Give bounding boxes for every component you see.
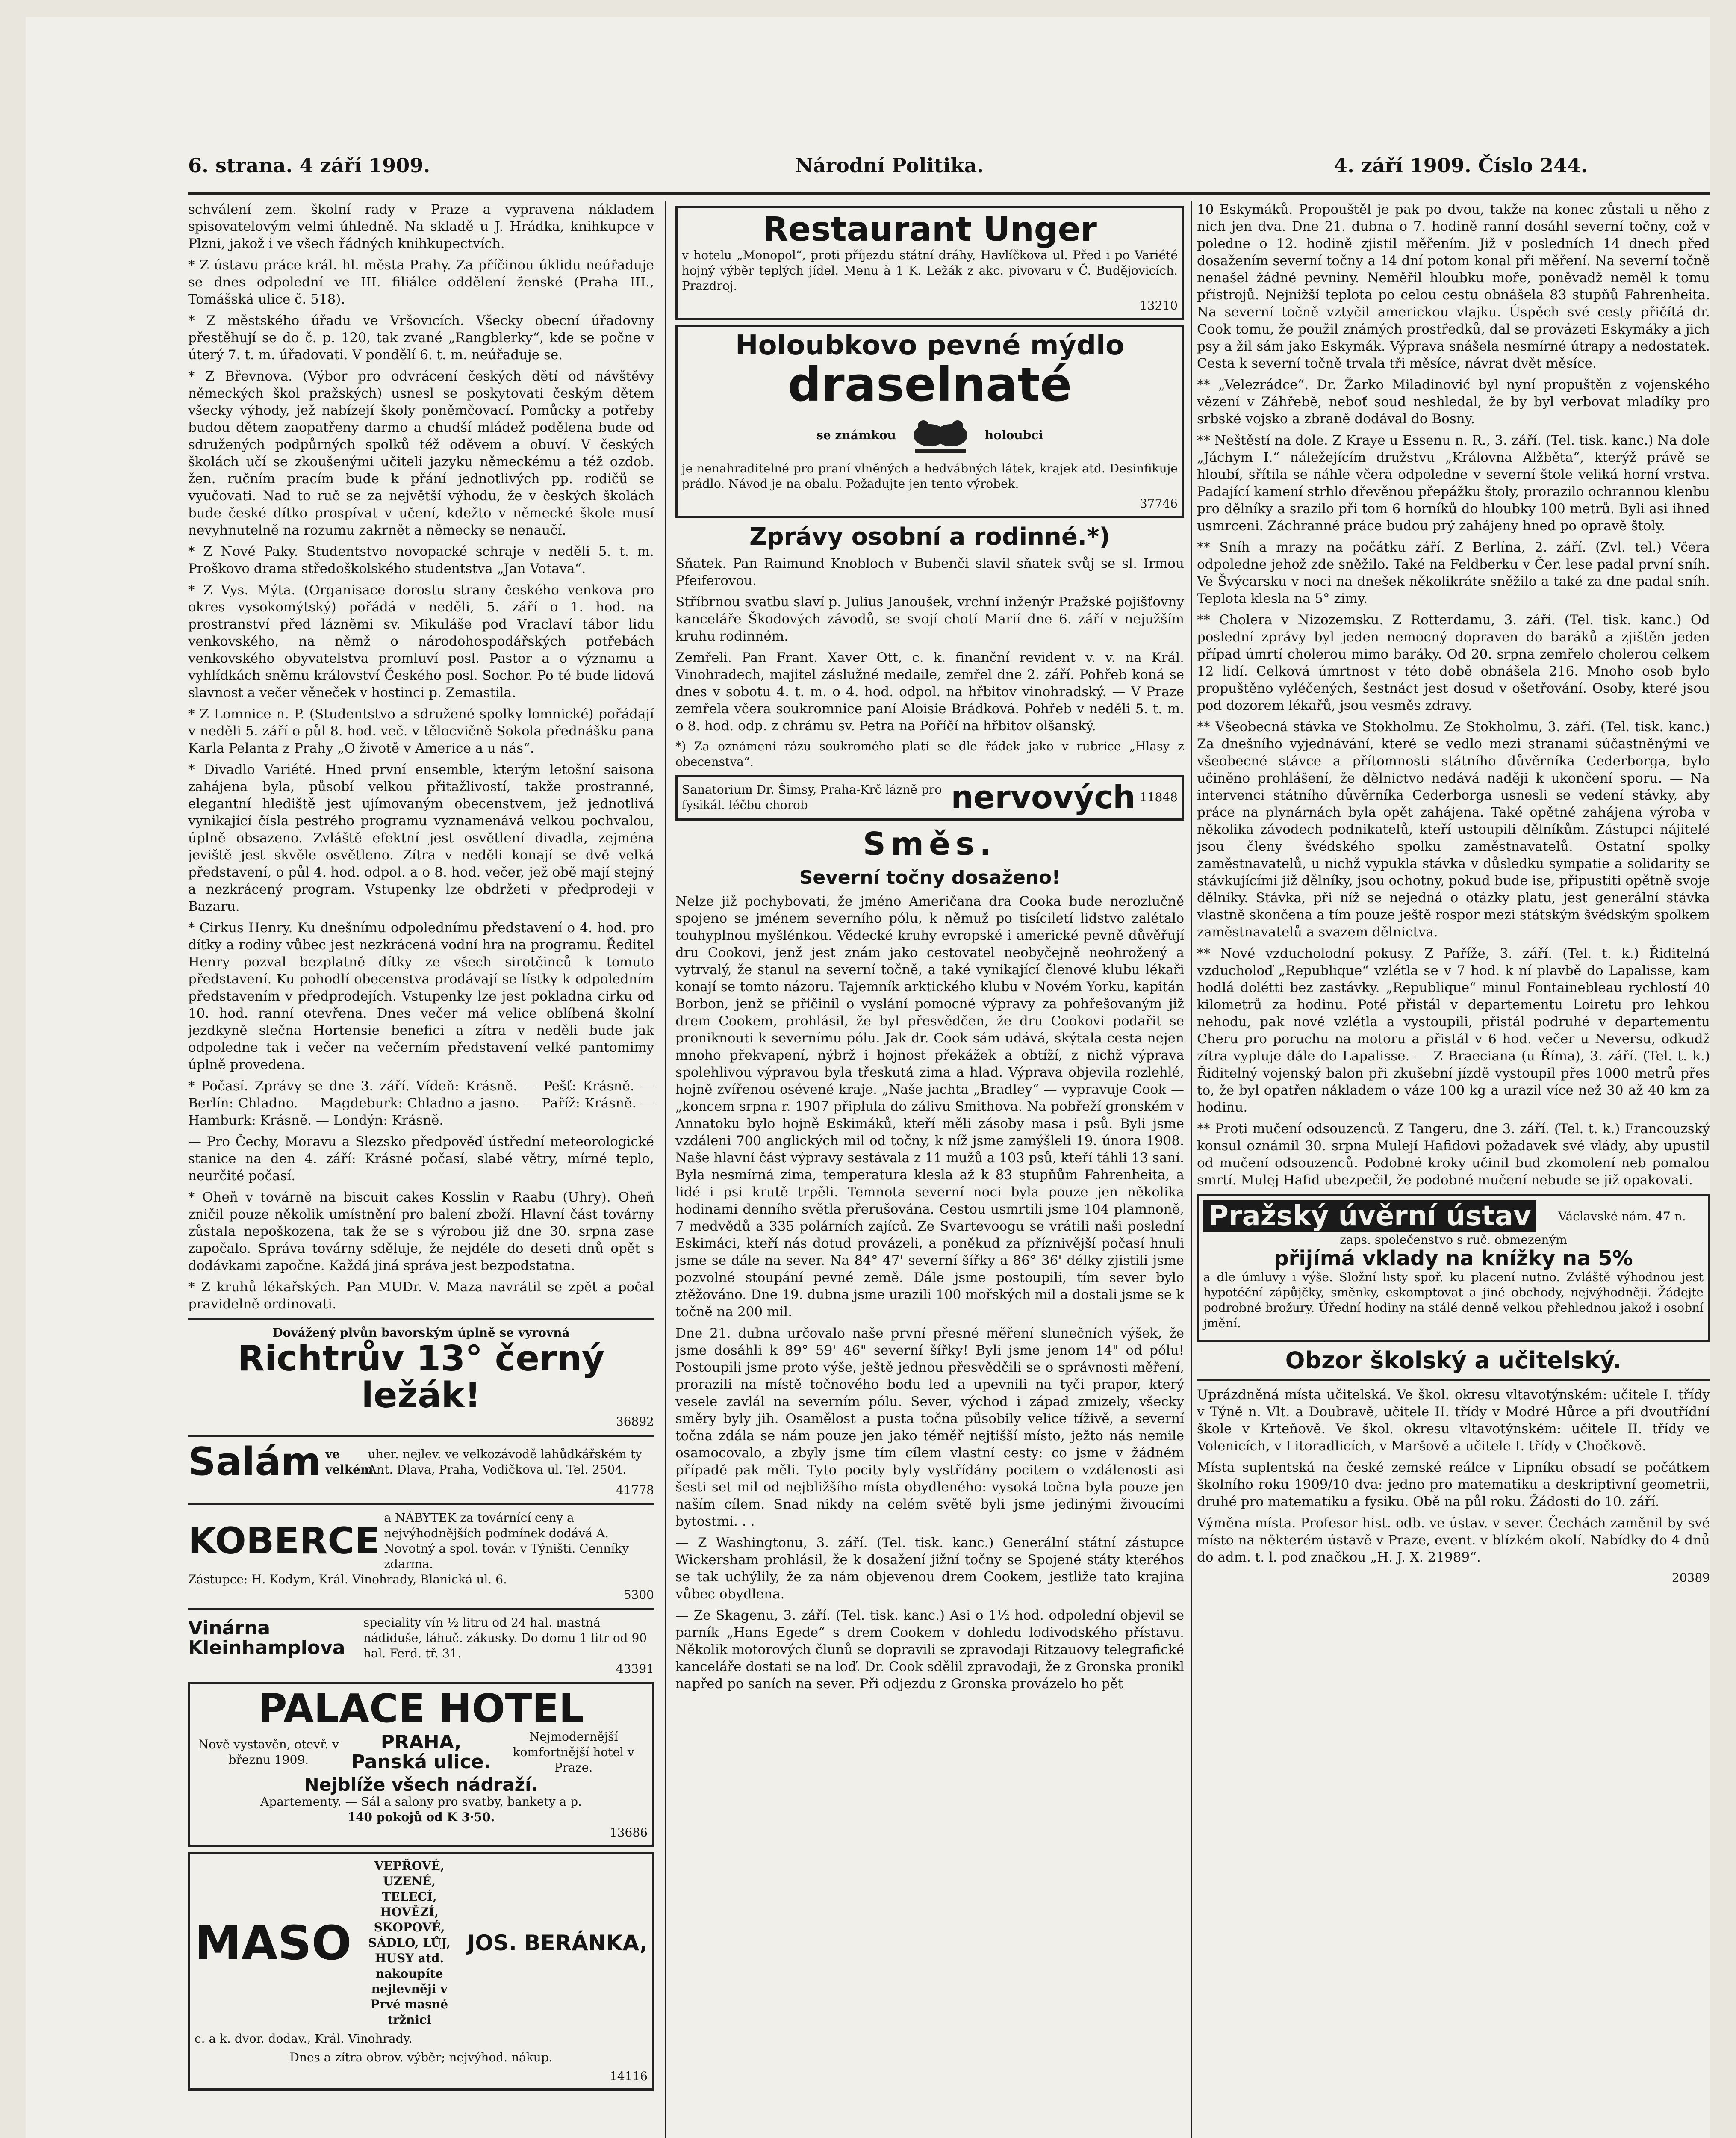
article: 10 Eskymáků. Propouštěl je pak po dvou, takže na konec zůstali u něho z nich jen dva. Dne 21. dubna o 7. hodině ranní dosáhl severní točny, což v poledne o 12. hodině zjistil měřením. Již v posledních 14 dnech před dosažením severní točny a 14 dní potom konal při měření. Na severní točně nenašel žádné pevniny. Neměřil hloubku moře, poněvadž neměl k tomu přístrojů. Nejnižší teplota po celou cestu obnášela 83 stupňů Fahrenheita. Na severní točně vztyčil americkou vlajku. Úspěch své cesty přičítá dr. Cook tomu, že použil známých prostředků, dal se provázeti Eskymáky a jich psy a žil sám jako Eskymák. Výprava snášela nesmírné útrapy a nedostatek. Cesta k severní točně trvala tři měsíce, návrat dvět měsíce. <box>1197 202 1710 371</box>
article: ** Cholera v Nizozemsku. Z Rotterdamu, 3. září. (Tel. tisk. kanc.) Od poslední zprávy byl jeden nemocný dopraven do baráků a zjištěn jeden případ úmrtí cholerou mimo baráky. Od 20. srpna zemřelo cholerou celkem 12 lidí. Celková úmrtnost v této době obnášela 216. Mnoho osob bylo propuštěno vyléčených, šestnáct jest dosud v ošetřování. Osoby, které jsou pod dozorem lékařů, jsou vesměs zdravy. <box>1197 612 1710 713</box>
column-rule-2 <box>1191 201 1192 2138</box>
ad-salam-word: Salám <box>188 1439 321 1485</box>
article-title: Severní točny dosaženo! <box>799 867 1061 889</box>
header-right: 4. září 1909. Číslo 244. <box>1334 154 1588 177</box>
article: ** Sníh a mrazy na počátku září. Z Berlína, 2. září. (Zvl. tel.) Včera odpoledne jehož zde sněžilo. Také na Feldberku v Čer. lese padal první sníh. Ve Švýcarsku v noci na dnešek několikráte sněžilo a také za dne padal sníh. Teplota klesla na 5° zimy. <box>1197 540 1710 606</box>
ad-holoubek-soap <box>675 325 1184 518</box>
ad-restaurant-unger <box>675 206 1184 320</box>
column-rule-1 <box>665 201 666 2138</box>
article: Místa suplentská na české zemské reálce v Lipníku obsadí se počátkem školního roku 1909/10 dva: jedno pro matematiku a deskriptivní geometrii, druhé pro matematiku a fysiku. Obě na půl roku. Žádosti do 10. září. <box>1197 1459 1710 1509</box>
article: ** „Velezrádce“. Dr. Žarko Miladinović byl nyní propuštěn z vojenského vězení v Záhřebě, neboť soud neshledal, že by byl verbovat mladíky pro srbské vojsko a zbraně dodával do Bosny. <box>1197 377 1710 427</box>
ad-number: 13686 <box>609 1825 648 1840</box>
ad-number: 20389 <box>1671 1570 1710 1585</box>
ad-bank-big: přijímá vklady na knížky na 5% <box>1274 1246 1633 1271</box>
article: * Počasí. Zprávy se dne 3. září. Vídeň: Krásně. — Pešť: Krásně. — Berlín: Chladno. — Magdeburk: Chladno a jasno. — Paříž: Krásně. — Hamburk: Krásně. — Londýn: Krásně. <box>188 1078 654 1128</box>
article: — Z Washingtonu, 3. září. (Tel. tisk. kanc.) Generální státní zástupce Wickersham prohlásil, že k dosažení jižní točny se Spojené státy kteréhos se tak uchýlily, že za nám objevenou drem Cookem, jestliže tato krajina vůbec obydlena. <box>675 1535 1184 1602</box>
ad-unger-title: Restaurant Unger <box>763 210 1097 249</box>
article: * Z Vys. Mýta. (Organisace dorostu strany českého venkova pro okres vysokomýtský) pořádá v neděli, 5. září o 1. hod. na prostranství před lázněmi sv. Mikuláše pod Vraclaví tábor lidu venkovského, na němž o národohospodářských potřebách venkovského obyvatelstva promluví posl. Pastor a o významu a vyhlídkách sněmu království Českého posl. Sochor. Po té bude lidová slavnost a večer věneček v hostinci p. Zemastila. <box>188 582 654 700</box>
ad-number: 36892 <box>616 1415 654 1429</box>
article: ** Proti mučení odsouzenců. Z Tangeru, dne 3. září. (Tel. t. k.) Francouzský konsul oznámil 30. srpna Mulejí Hafidovi požadavek své vlády, aby upustil od mučení odsouzenců. Podobné kroky učinil bud zkomolení neb pomalou smrtí. Mulej Hafid ubezpečil, že podobné mučení nebude se již opakovati. <box>1197 1121 1710 1188</box>
ad-bank-title: Pražský úvěrní ústav <box>1203 1200 1536 1232</box>
article: * Oheň v továrně na biscuit cakes Kosslin v Raabu (Uhry). Oheň zničil pouze několik umístnění pro balení zboží. Hlavní část továrny zůstala nepoškozena, tak že se s výrobou již dne 30. srpna zase započalo. Správa továrny sděluje, že nejdéle do deseti dnů opět s dodávkami započne. Každá jiná správa jest bezpodstatna. <box>188 1190 654 1273</box>
article: Nelze již pochybovati, že jméno Američana dra Cooka bude nerozlučně spojeno se jménem severního pólu, k němuž po tisíciletí lidstvo zalétalo touhyplnou myšlénkou. Vědecké kruhy evropské i americké pevně důvěřují dru Cookovi, jenž jest znám jako cestovatel neobyčejně neohrožený a vytrvalý, že stanul na severní točně, a také vynikající členové klubu lékaři konají se tomto názoru. Tajemník arktického klubu v Novém Yorku, kapitán Borbon, jenž se přičinil o vyslání pomocné výpravy za pohřešovaným již drem Cookem, prohlásil, že byl přesvědčen, že dru Cookovi podařit se proniknouti k severnímu pólu. Jak dr. Cook sám udává, skýtala cesta nejen mnoho překvapení, nýbrž i hojnost překážek a obtíží, z nichž výprava spolehlivou výpravou byla třeskutá zima a hlad. Výprava objevila rozlehlé, hojně zvířenou osévené kraje. „Naše jachta „Bradley“ — vypravuje Cook — „koncem srpna r. 1907 připlula do zálivu Smithova. Na pobřeží gronském v Annatoku bylo hojně Eskimáků, kteří měli zásoby masa i psů. Byli jsme vzdáleni 700 anglických mil od točny, k níž jsme zamýšleli 19. února 1908. Naše hlavní část výpravy sestávala z 11 mužů a 103 psů, kteří táhli 13 saní. Byla nesmírná zima, temperatura klesla až k 83 stupňům Fahrenheita, a lidé i psi krutě trpěli. Temnota severní noci byla pouze jen několika hodinami denního světla přerušována. Cestou usmrtili jsme 104 plamnoně, 7 medvědů a 335 polárních zajíců. Ze Svartevoogu se vrátili naši poslední Eskimáci, kteří nás dotud provázeli, a poněkud za příznivější počasí hnuli jsme se dále na sever. Na 84° 47' severní šířky a 86° 36' délky zjistili jsme pozvolné stoupání pevné země. Dále jsme postoupili, tím sever bylo ztěžováno. Dne 19. dubna jsme urazili 100 mořských mil a dostali jsme se k točně na 200 mil. <box>675 894 1184 1320</box>
ad-palace-city: PRAHA, Panská ulice. <box>351 1731 491 1773</box>
footnote: *) Za oznámení rázu soukromého platí se dle řádek jako v rubrice „Hlasy z obecenstva“. <box>675 739 1184 769</box>
ad-sanat-big: nervových <box>951 779 1135 816</box>
ad-richter <box>188 1325 654 1429</box>
ad-number: 5300 <box>623 1587 654 1602</box>
section-smes: Směs. <box>863 826 997 863</box>
header-left: 6. strana. 4 září 1909. <box>188 154 430 177</box>
ad-bank-side: Václavské nám. 47 n. <box>1558 1209 1686 1223</box>
ad-salam <box>188 1439 654 1485</box>
divider <box>188 1503 654 1505</box>
ad-richter-headline: Richtrův 13° černý ležák! <box>237 1338 605 1416</box>
ad-sanat-text: Sanatorium Dr. Šimsy, Praha-Krč lázně pro fysikál. léčbu chorob <box>682 783 942 812</box>
column-1 <box>188 201 654 2138</box>
article: * Z kruhů lékařských. Pan MUDr. V. Maza navrátil se zpět a počal pravidelně ordinovati. <box>188 1279 654 1312</box>
ad-vinarna-name: Vinárna Kleinhamplova <box>188 1617 345 1659</box>
article: * Z ústavu práce král. hl. města Prahy. Za příčinou úklidu neúřaduje se dnes odpolední ve III. filiálce oddělení ženské (Praha III., Tomášská ulice č. 518). <box>188 257 654 307</box>
ad-palace-slogan: Nejblíže všech nádraží. <box>304 1774 538 1795</box>
ad-prazsky-uverni-ustav <box>1197 1194 1710 1342</box>
ad-richter-top: Dovážený plvůn bavorským úplně se vyrovná <box>272 1326 570 1340</box>
ad-maso-text: VEPŘOVÉ, UZENÉ, TELECÍ, HOVĚZÍ, SKOPOVÉ, SÁDLO, LŮJ, HUSY atd. nakoupíte nejlevněji v Prvé masné tržnici <box>368 1859 451 2027</box>
ad-palace-hotel <box>188 1682 654 1847</box>
divider <box>1197 1379 1710 1381</box>
article: schválení zem. školní rady v Praze a vypravena nákladem spisovatelovým velmi úhledně. Na skladě u J. Hrádka, knihkupce v Plzni, jakož i ve všech řádných knihkupectvích. <box>188 202 654 251</box>
ad-number: 41778 <box>616 1482 654 1497</box>
article: * Z Nové Paky. Studentstvo novopacké schraje v neděli 5. t. m. Proškovo drama středoškolského studentstva „Jan Votava“. <box>188 544 654 576</box>
article: ** Všeobecná stávka ve Stokholmu. Ze Stokholmu, 3. září. (Tel. tisk. kanc.) Za dnešního vyjednávání, které se vedlo mezi stranami súčastněnými ve všeobecné stávce a přítomnosti státního důvěrníka Cederborga, bylo učiněno prohlášení, že dělnictvo nedává naději k ukončení sporu. — Na intervenci státního důvěrníka Cederborga usnesli se vedení stávky, aby práce na plynárnách byla opět zahájena. Také opětné zahájena výroba v několika závodech podnikatelů, kteří ustoupili dělníkům. Zástupci nájitelé jsou členy švédského spolku zaměstnavatelů. Ostatní spolky zaměstnavatelů, u nichž vypukla stávka v důsledku sympatie a solidarity se stávkujícími již dělníky, jsou ochotny, pokud bude ise, připustiti opětně svoje dělníky. Stávka, při níž se nejedná o otázky platu, jest generální stávka vlastně skončena a tím pouze ještě rospor mezi státským švédským spolkem zaměstnavatelů a svazem dělnictva. <box>1197 719 1710 940</box>
ad-maso-firm-sub: c. a k. dvor. dodav., Král. Vinohrady. <box>195 2032 413 2046</box>
article: Sňatek. Pan Raimund Knobloch v Bubenči slavil sňatek svůj se sl. Irmou Pfeiferovou. <box>675 555 1184 588</box>
section-personal: Zprávy osobní a rodinné.*) <box>749 523 1111 551</box>
ad-palace-apts: Apartementy. — Sál a salony pro svatby, bankety a p. <box>260 1795 582 1809</box>
ad-koberce <box>188 1510 654 1572</box>
divider <box>188 1608 654 1610</box>
ad-soap-big: draselnaté <box>787 357 1072 412</box>
ad-salam-sub: ve velkém <box>325 1447 373 1477</box>
article: Dne 21. dubna určovalo naše první přesné měření slunečních výšek, že jsme dosáhli k 89° 59' 46" severní šířky! Byli jsme jenom 14" od pólu! Postoupili jsme proto výše, ještě jednou přesvědčili se o správnosti měření, prorazili na místě točnového bodu led a upevnili na tyči prapor, který vesele zavlál na severním pólu. Sever, východ i západ zmizely, všecky směry byly jih. Osamělost a pusta točna působily velice tíživě, a severní točna zdála se nám pouze jen jako téměř nejtišší místo, ježto nás nemile osamocovalo, a zbyly jsme tím cílem vlastní cesty: co jsme v žádném případě pak měli. Tyto pocity byly vystřídány pocitem o vzdálenosti asi šesti set mil od nejbližšího místa obydleného: vysoká točna byla pouze jen naším cílem. Snad nikdy na celém světě byli jsme jedinými živoucími bytostmi. . . <box>675 1326 1184 1530</box>
ad-maso-firm: JOS. BERÁNKA, <box>467 1931 648 1956</box>
ad-koberce-contact: Zástupce: H. Kodym, Král. Vinohrady, Blanická ul. 6. <box>188 1572 507 1586</box>
ad-salam-text: uher. nejlev. ve velkozávodě lahůdkářském ty Ant. Dlava, Praha, Vodičkova ul. Tel. 2504. <box>368 1447 642 1477</box>
ad-palace-rooms: 140 pokojů od K 3·50. <box>347 1810 495 1825</box>
header-rule <box>188 192 1710 195</box>
article: Zemřeli. Pan Frant. Xaver Ott, c. k. finanční revident v. v. na Král. Vinohradech, majitel záslužné medaile, zemřel dne 2. září. Pohřeb koná se dnes v sobotu 4. t. m. o 4. hod. odpol. na hřbitov vinohradský. — V Praze zemřela včera soukromnice paní Aloisie Brádková. Pohřeb v neděli 5. t. m. o 8. hod. odp. z chrámu sv. Petra na Poříčí na hřbitov olšanský. <box>675 650 1184 734</box>
article: * Z městského úřadu ve Vršovicích. Všecky obecní úřadovny přestěhují se do č. p. 120, tak zvané „Rangblerky“, kde se počne v úterý 7. t. m. úřadovati. V pondělí 6. t. m. neúřaduje se. <box>188 313 654 363</box>
divider <box>188 1318 654 1320</box>
article: * Z Lomnice n. P. (Studentstvo a sdružené spolky lomnické) pořádají v neděli 5. září o půl 8. hod. več. v tělocvičně Sokola přednášku pana Karla Pelanta z Prahy „O životě v Americe a u nás“. <box>188 706 654 756</box>
ad-koberce-word: KOBERCE <box>188 1519 380 1562</box>
ad-number: 37746 <box>1139 496 1178 511</box>
article: Stříbrnou svatbu slaví p. Julius Janoušek, vrchní inženýr Pražské pojišťovny kanceláře Škodových závodů, se svojí chotí Marií dne 6. září v nejužším kruhu rodinném. <box>675 594 1184 644</box>
ad-maso <box>188 1852 654 2091</box>
article: Výměna místa. Profesor hist. odb. ve ústav. v sever. Čechách zaměnil by své místo na některém ústavě v Praze, event. v blízkém okolí. Nabídky do 4 dnů do adm. t. l. pod značkou „H. J. X. 21989“. <box>1197 1515 1710 1565</box>
article: ** Neštěstí na dole. Z Kraye u Essenu n. R., 3. září. (Tel. tisk. kanc.) Na dole „Jáchym I.“ náležejícím družstvu „Královna Alžběta“, kterýž právě se hloubí, sřítila se náhle včera odpoledne v severní štole veliká horní vrstva. Padající kamení strhlo dřevěnou přepážku štoly, prorazilo ochrannou klenbu pro dělníky a srazilo při tom 6 horníků do hloubky 100 metrů. Byli asi ihned usmrceni. Záchranné práce budou prý zahájeny hned po opravě štoly. <box>1197 433 1710 534</box>
ad-bank-sub: zaps. společenstvo s ruč. obmezeným <box>1340 1233 1567 1247</box>
article: — Ze Skagenu, 3. září. (Tel. tisk. kanc.) Asi o 1½ hod. odpolední objevil se parník „Hans Egede“ s drem Cookem v dohledu lodivodského přístavu. Několik motorových člunů se dopravili se zpravodaji Ritzauovy telegrafické kanceláře dostati se na loď. Dr. Cook sdělil zpravodaji, že z Gronska pronikl napřed po saních na sever. Při odjezdu z Gronska provázelo ho pět <box>675 1608 1184 1692</box>
doves-icon <box>906 410 975 461</box>
masthead: Národní Politika. <box>795 154 984 177</box>
ad-sanatorium <box>675 775 1184 821</box>
article: Uprázdněná místa učitelská. Ve škol. okresu vltavotýnském: učitele I. třídy v Týně n. Vlt. a Doubravě, učitele II. třídy v Modré Hůrce a při dvoutřídní škole v Krteňově. Ve škol. okresu vltavotýnském: učitele II. třídy ve Volenicích, v Litoradlicích, v Maršově a učitele I. třídy v Chočkově. <box>1197 1387 1710 1454</box>
ad-maso-footer: Dnes a zítra obrov. výběr; nejvýhod. nákup. <box>289 2050 553 2065</box>
column-3 <box>1197 201 1710 2138</box>
ad-bank-text: a dle úmluvy i výše. Složní listy spoř. ku placení nutno. Zvláště výhodnou jest hypotéční zápůjčky, směnky, eskomptovat a jiné obchody, nejvýhodněji. Žádejte podrobné brožury. Úřední hodiny na stálé denně velkou přehlednou jakož i osobní jmění. <box>1203 1270 1704 1330</box>
column-2 <box>675 201 1184 2138</box>
ad-maso-word: MASO <box>195 1915 352 1970</box>
ad-vinarna <box>188 1615 654 1661</box>
ad-number: 11848 <box>1139 790 1178 805</box>
ad-number: 13210 <box>1139 298 1178 313</box>
ad-soap-right: holoubci <box>984 428 1043 442</box>
article: * Cirkus Henry. Ku dnešnímu odpolednímu představení o 4. hod. pro dítky a rodiny vůbec jest nezkrácená vodní hra na programu. Ředitel Henry pozval bezplatně dítky ze všech sirotčinců k tomuto představení. Ku pohodlí obecenstva prodávají se lístky k odpoledním představením v předprodejích. Vstupenky lze jest pokladna cirku od 10. hod. ranní otevřena. Dnes večer má velice oblíbená školní jezdkyně slečna Hortensie benefici a zítra v neděli bude jak odpoledne tak i večer na večerním představení velké pantomimy úplně provedena. <box>188 920 654 1072</box>
article: — Pro Čechy, Moravu a Slezsko předpověď ústřední meteorologické stanice na den 4. září: Krásné počasí, slabé větry, mírné teplo, neurčité počasí. <box>188 1134 654 1184</box>
ad-number: 14116 <box>609 2069 648 2084</box>
article: * Divadlo Variété. Hned první ensemble, kterým letošní saisona zahájena byla, působí velkou přitažlivostí, takže prostranné, elegantní hlediště jest ujímovaným obecenstvem, jež jednotlivá vynikající čísla pestrého programu vyznamenává velkou pochvalou, úplně obsazeno. Zvláště efektní jest osvětlení divadla, zejména jeviště jest skvěle osvětleno. Zítra v neděli konají se dvě velká představení, o půl 4. hod. odpol. a o 8. hod. večer, jež obě mají stejný a nezkrácený program. Vstupenky lze obdržeti v předprodeji v Bazaru. <box>188 762 654 914</box>
ad-soap-title: Holoubkovo pevné mýdlo <box>735 329 1124 361</box>
article: ** Nové vzducholodní pokusy. Z Paříže, 3. září. (Tel. t. k.) Řiditelná vzducholoď „Republique“ vzlétla se v 7 hod. k ní plavbě do Lapalisse, kam hodlá dolétti bez zastávky. „Republique“ minul Fontainebleau rychlostí 40 kilometrů za hodinu. Poté přistál v departementu Loiretu pro lehkou nehodu, pak nové vzlétla a vystoupili, přistál podruhé v departementu Cheru pro poruchu na motoru a přistál v 6 hod. večer u Neversu, odkudž zítra vypluje dále do Lapalisse. — Z Braeciana (u Říma), 3. září. (Tel. t. k.) Řiditelný vojenský balon při zkušební jízdě vystoupil přes 1000 metrů přes to, že byl opatřen nákladem o váze 100 kg a urazil více než 30 až 40 km za hodinu. <box>1197 946 1710 1115</box>
ad-number: 43391 <box>616 1661 654 1676</box>
divider <box>188 1435 654 1437</box>
ad-vinarna-text: speciality vín ½ litru od 24 hal. mastná nádiduše, láhuč. zákusky. Do domu 1 litr od 90 hal. Ferd. tř. 31. <box>363 1615 647 1660</box>
ad-soap-text: je nenahraditelné pro praní vlněných a hedvábných látek, krajek atd. Desinfikuje prádlo. Návod je na obalu. Požadujte jen tento výrobek. <box>682 461 1178 491</box>
ad-soap-left: se známkou <box>816 428 896 442</box>
article: * Z Břevnova. (Výbor pro odvrácení českých dětí od návštěvy německých škol pražských) usnesl se poskytovati českým dětem všecky výhody, jež nabízejí školy poněmčovací. Pomůcky a potřeby budou dětem zaopatřeny darmo a chudší mládež podělena bude od sdružených podpůrných spolků též oděvem a obuví. V českých školách učí se zkoušenými učiteli jazyku německému a též ozdob. žen. ručním pracím bude k přání jednotlivých pp. rodičů se vyučovati. Nad to ruč se za největší výhodu, že v českých školách bude české dítko prospívat v učení, kdežto v německé škole musí nevyhnutelně na rozumu zakrnět a německy se nenaučí. <box>188 369 654 538</box>
ad-koberce-text: a NÁBYTEK za továrnící ceny a nejvýhodnějších podmínek dodává A. Novotný a spol. továr. v Týništi. Cenníky zdarma. <box>384 1510 629 1571</box>
ad-palace-title: PALACE HOTEL <box>258 1685 584 1731</box>
ad-palace-right: Nejmodernější komfortnější hotel v Praze. <box>513 1730 634 1775</box>
ad-palace-left: Nově vystavěn, otevř. v březnu 1909. <box>198 1737 339 1767</box>
page-header <box>188 154 1710 188</box>
ad-unger-text: v hotelu „Monopol“, proti příjezdu státní dráhy, Havlíčkova ul. Před i po Variété hojný výběr teplých jídel. Menu à 1 K. Ležák z akc. pivovaru v Č. Budějovicích. Prazdroj. <box>682 248 1178 293</box>
section-school: Obzor školský a učitelský. <box>1285 1347 1622 1374</box>
